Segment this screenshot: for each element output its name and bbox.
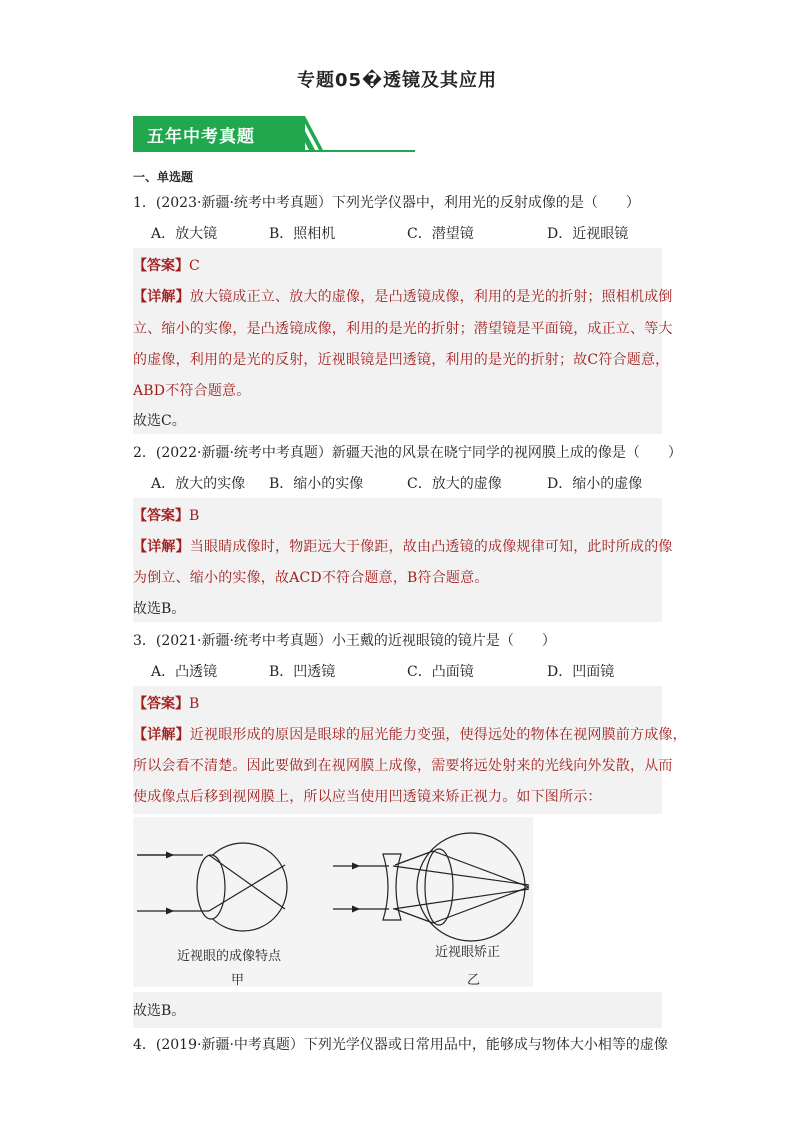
answer-box-3-conclusion xyxy=(133,992,662,1028)
detail-line-4: ABD不符合题意。 xyxy=(133,383,251,399)
detail-line-1 xyxy=(133,724,687,744)
answer-line xyxy=(133,255,200,275)
answer-value: C xyxy=(189,258,200,274)
option-b: B．凹透镜 xyxy=(269,664,336,680)
myopic-eye-diagram xyxy=(137,843,287,931)
detail-line-2: 为倒立、缩小的实像，故ACD不符合题意，B符合题意。 xyxy=(133,570,489,586)
conclusion: 故选C。 xyxy=(133,413,186,429)
left-figure-label: 甲 xyxy=(231,973,245,988)
option-d: D．凹面镜 xyxy=(547,664,615,680)
detail-label: 【详解】 xyxy=(133,727,190,743)
detail-line-2: 立、缩小的实像，是凸透镜成像，利用的是光的折射；潜望镜是平面镜，成正立、等大 xyxy=(133,321,673,337)
section-heading: 一、单选题 xyxy=(133,170,194,184)
banner-title: 五年中考真题 xyxy=(147,127,255,147)
option-a: A．凸透镜 xyxy=(151,664,218,680)
question-1-stem: 1．(2023·新疆·统考中考真题）下列光学仪器中，利用光的反射成像的是（ ） xyxy=(133,195,640,211)
option-c: C．潜望镜 xyxy=(407,226,474,242)
question-2-stem: 2．(2022·新疆·统考中考真题）新疆天池的风景在晓宁同学的视网膜上成的像是（ ） xyxy=(133,445,682,461)
detail-label: 【详解】 xyxy=(133,539,190,555)
banner-underline xyxy=(133,150,415,152)
left-figure-caption: 近视眼的成像特点 xyxy=(177,949,282,964)
conclusion: 故选B。 xyxy=(133,1003,186,1019)
detail-label: 【详解】 xyxy=(133,289,190,305)
answer-line xyxy=(133,505,199,525)
answer-value: B xyxy=(189,508,200,524)
conclusion: 故选B。 xyxy=(133,601,186,617)
section-banner xyxy=(133,116,415,152)
answer-box-3 xyxy=(133,686,687,814)
question-4-stem: 4．(2019·新疆·中考真题）下列光学仪器或日常用品中，能够成与物体大小相等的虚像 xyxy=(133,1037,668,1053)
detail-text: 近视眼形成的原因是眼球的屈光能力变强，使得远处的物体在视网膜前方成像， xyxy=(189,727,687,743)
answer-box-2 xyxy=(133,498,673,622)
detail-line-3: 使成像点后移到视网膜上，所以应当使用凹透镜来矫正视力。如下图所示： xyxy=(133,789,602,805)
banner-stripes-icon xyxy=(273,116,323,150)
option-d: D．缩小的虚像 xyxy=(547,476,643,492)
right-figure-label: 乙 xyxy=(467,973,481,988)
right-figure-caption: 近视眼矫正 xyxy=(435,945,501,960)
detail-text: 当眼睛成像时，物距远大于像距，故由凸透镜的成像规律可知，此时所成的像 xyxy=(189,539,673,555)
option-d: D．近视眼镜 xyxy=(547,226,629,242)
option-b: B．缩小的实像 xyxy=(269,476,364,492)
detail-line-2: 所以会看不清楚。因此要做到在视网膜上成像，需要将远处射来的光线向外发散，从而 xyxy=(133,758,673,774)
option-a: A．放大镜 xyxy=(151,226,218,242)
page-title: 专题05�透镜及其应用 xyxy=(296,70,498,91)
answer-label: 【答案】 xyxy=(133,508,189,524)
answer-line xyxy=(133,693,199,713)
detail-line-1 xyxy=(133,536,673,556)
option-c: C．放大的虚像 xyxy=(407,476,502,492)
answer-value: B xyxy=(189,696,200,712)
myopia-figure xyxy=(133,817,533,987)
answer-label: 【答案】 xyxy=(133,258,189,274)
option-b: B．照相机 xyxy=(269,226,336,242)
detail-line-3: 的虚像，利用的是光的反射，近视眼镜是凹透镜，利用的是光的折射；故C符合题意， xyxy=(133,352,670,368)
answer-label: 【答案】 xyxy=(133,696,189,712)
option-c: C．凸面镜 xyxy=(407,664,474,680)
answer-box-1 xyxy=(133,248,673,434)
detail-text: 放大镜成正立、放大的虚像，是凸透镜成像，利用的是光的折射；照相机成倒 xyxy=(189,289,673,305)
question-3-stem: 3．(2021·新疆·统考中考真题）小王戴的近视眼镜的镜片是（ ） xyxy=(133,633,556,649)
corrected-eye-diagram xyxy=(333,833,529,941)
option-a: A．放大的实像 xyxy=(151,476,246,492)
detail-line-1 xyxy=(133,286,673,306)
